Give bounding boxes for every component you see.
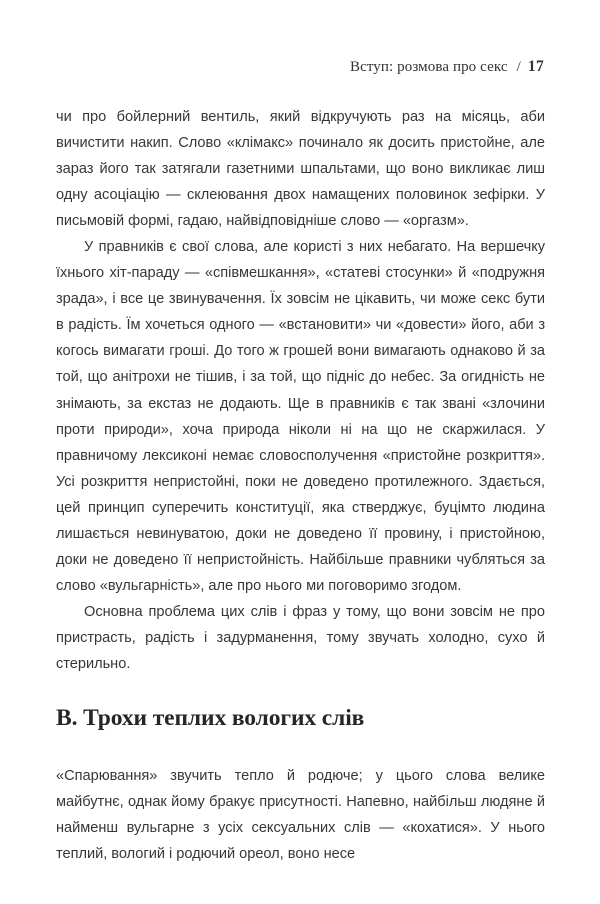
- heading-spacer-bottom: [56, 733, 545, 763]
- running-head-title: Вступ: розмова про секс: [349, 59, 508, 75]
- paragraph-main-problem: Основна проблема цих слів і фраз у тому, що вони зовсім не про пристрасть, радість і задурманення, тому звучать холодно, сухо й стерильно.: [56, 603, 545, 672]
- section-heading: В. Трохи теплих вологих слів: [56, 705, 365, 732]
- paragraph-continuation: чи про бойлерний вентиль, який відкручують раз на місяць, аби вичистити накип. Слово «клімакс» починало як досить пристойне, але зараз його так затягали газетними шпальтами, що воно викликає лиш одну асоціацію — склеювання двох намащених половинок зефірки. У письмовій формі, гадаю, найвідповідніше слово — «оргазм».: [56, 109, 545, 230]
- page-number: 17: [527, 58, 544, 75]
- heading-spacer-top: [56, 677, 545, 703]
- paragraph-lawyers-words: У правників є свої слова, але користі з них небагато. На вершечку їхнього хіт-параду — «співмешкання», «статеві стосунки» й «подружня зрада», і все це звинувачення. Їх зовсім не цікавить, чи може секс бути в радість. Їм хочеться одного — «встановити» чи «довести» його, аби з когось вимагати гроші. До того ж грошей вони вимагають однаково й за той, що анітрохи не тішив, і за той, що підніс до небес. За огидність не знімають, за екстаз не додають. Ще в правників є так звані «злочини проти природи», хоча природа ніколи ні на що не скаржилася. У правничому лексиконі немає словосполучення «пристойне розкриття». Усі розкриття непристойні, поки не доведено протилежного. Здається, цей принцип суперечить конституції, яка стверджує, буцімто людина лишається невинуватою, доки не доведено її провину, і пристойною, доки не доведено її непристойність. Найбільше правники чубляться за слово «вульгарність», але про нього ми поговоримо згодом.: [56, 239, 545, 594]
- body-text-block: [56, 104, 545, 867]
- running-head-separator: /: [516, 59, 521, 75]
- running-head: [56, 58, 544, 80]
- paragraph-mating-word: «Спарювання» звучить тепло й родюче; у цього слова велике майбутнє, однак йому бракує присутності. Напевно, найбільш людяне й найменш вульгарне з усіх сексуальних слів — «кохатися». У нього теплий, вологий і родючий ореол, воно несе: [56, 768, 545, 863]
